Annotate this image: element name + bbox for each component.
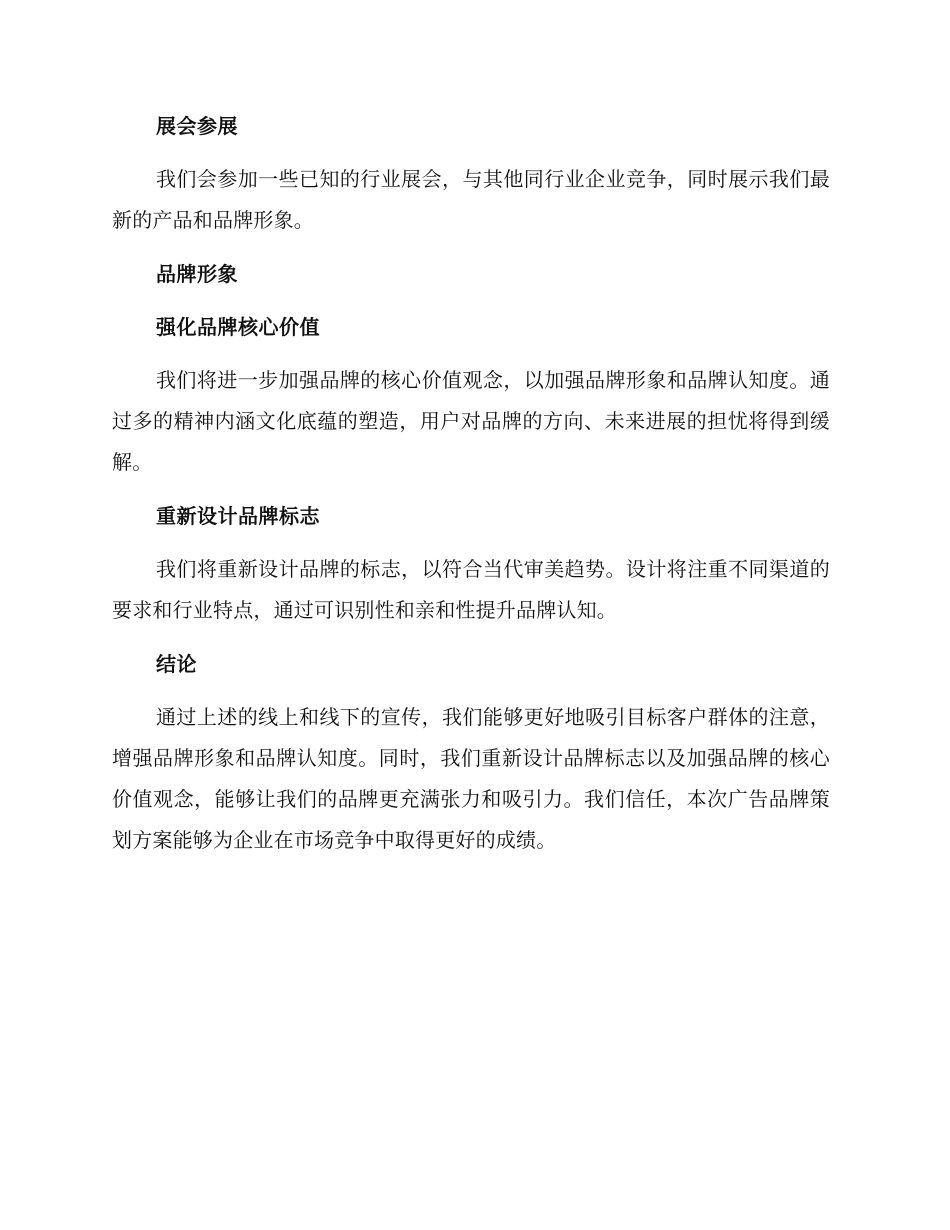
- section-heading-core-value: 强化品牌核心价值: [156, 315, 320, 339]
- section-heading-logo-redesign: 重新设计品牌标志: [156, 504, 320, 528]
- section-paragraph-core-value: 我们将进一步加强品牌的核心价值观念，以加强品牌形象和品牌认知度。通过多的精神内涵文化底蕴的塑造，用户对品牌的方向、未来进展的担忧将得到缓解。: [112, 368, 830, 474]
- section-paragraph-exhibition: 我们会参加一些已知的行业展会，与其他同行业企业竞争，同时展示我们最新的产品和品牌形象。: [112, 167, 830, 232]
- document-page: [112, 106, 830, 874]
- section-heading-conclusion: 结论: [156, 652, 197, 676]
- section-paragraph-logo-redesign: 我们将重新设计品牌的标志，以符合当代审美趋势。设计将注重不同渠道的要求和行业特点，通过可识别性和亲和性提升品牌认知。: [112, 557, 830, 622]
- section-paragraph-conclusion: 通过上述的线上和线下的宣传，我们能够更好地吸引目标客户群体的注意，增强品牌形象和品牌认知度。同时，我们重新设计品牌标志以及加强品牌的核心价值观念，能够让我们的品牌更充满张力和吸引力。我们信任，本次广告品牌策划方案能够为企业在市场竞争中取得更好的成绩。: [112, 705, 830, 852]
- section-heading-brand-image: 品牌形象: [156, 262, 238, 286]
- section-heading-exhibition: 展会参展: [156, 114, 238, 138]
